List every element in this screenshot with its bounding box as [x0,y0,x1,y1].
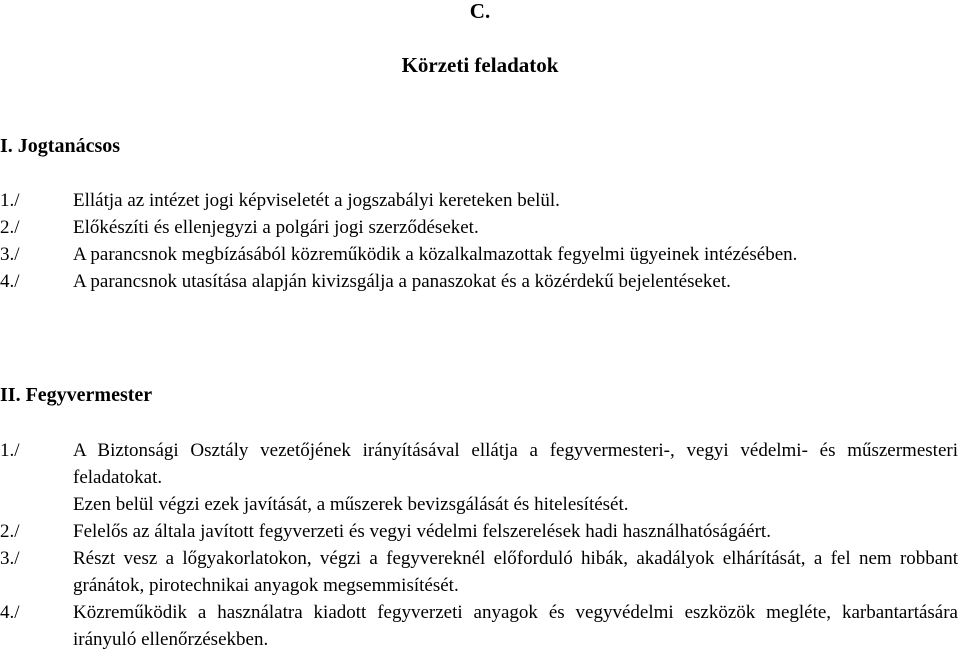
section-letter: C. [469,0,491,23]
list-item [0,599,958,653]
item-number: 1./ [0,440,20,461]
item-text: Részt vesz a lőgyakorlatokon, végzi a fegyvereknél előforduló hibák, akadályok elhárítását, a fel nem robbant gránátok, pirotechnikai anyagok megsemmisítését. [73,548,958,596]
page-title: Körzeti feladatok [401,53,559,77]
section-heading-fegyvermester: II. Fegyvermester [0,384,153,406]
item-number: 3./ [0,548,20,569]
item-text: Ellátja az intézet jogi képviseletét a jogszabályi kereteken belül. [73,190,560,211]
item-number: 4./ [0,271,20,292]
item-number: 1./ [0,190,20,211]
item-text: Ezen belül végzi ezek javítását, a műszerek bevizsgálását és hitelesítését. [73,494,629,515]
section-heading-jogtanacsos: I. Jogtanácsos [0,135,121,157]
list-item [0,437,958,491]
fegyvermester-task-list [0,437,958,653]
item-number: 2./ [0,521,20,542]
list-item [0,545,958,599]
item-text: Felelős az általa javított fegyverzeti és vegyi védelmi felszerelések hadi használhatóságáért. [73,521,771,542]
item-number: 2./ [0,217,20,238]
jogtanacsos-task-list [0,187,958,295]
item-text: A parancsnok megbízásából közreműködik a közalkalmazottak fegyelmi ügyeinek intézésében. [73,244,798,265]
item-number: 4./ [0,602,20,623]
item-text: A Biztonsági Osztály vezetőjének irányításával ellátja a fegyvermesteri-, vegyi védelmi- és műszermesteri feladatokat. [73,440,958,488]
list-item [0,518,958,545]
list-item [0,241,958,268]
list-item [0,491,958,518]
item-text: Előkészíti és ellenjegyzi a polgári jogi szerződéseket. [73,217,479,238]
list-item [0,214,958,241]
item-text: A parancsnok utasítása alapján kivizsgálja a panaszokat és a közérdekű bejelentéseket. [73,271,731,292]
list-item [0,268,958,295]
list-item [0,187,958,214]
item-number: 3./ [0,244,20,265]
item-text: Közreműködik a használatra kiadott fegyverzeti anyagok és vegyvédelmi eszközök megléte, karbantartására irányuló ellenőrzésekben. [73,602,958,650]
